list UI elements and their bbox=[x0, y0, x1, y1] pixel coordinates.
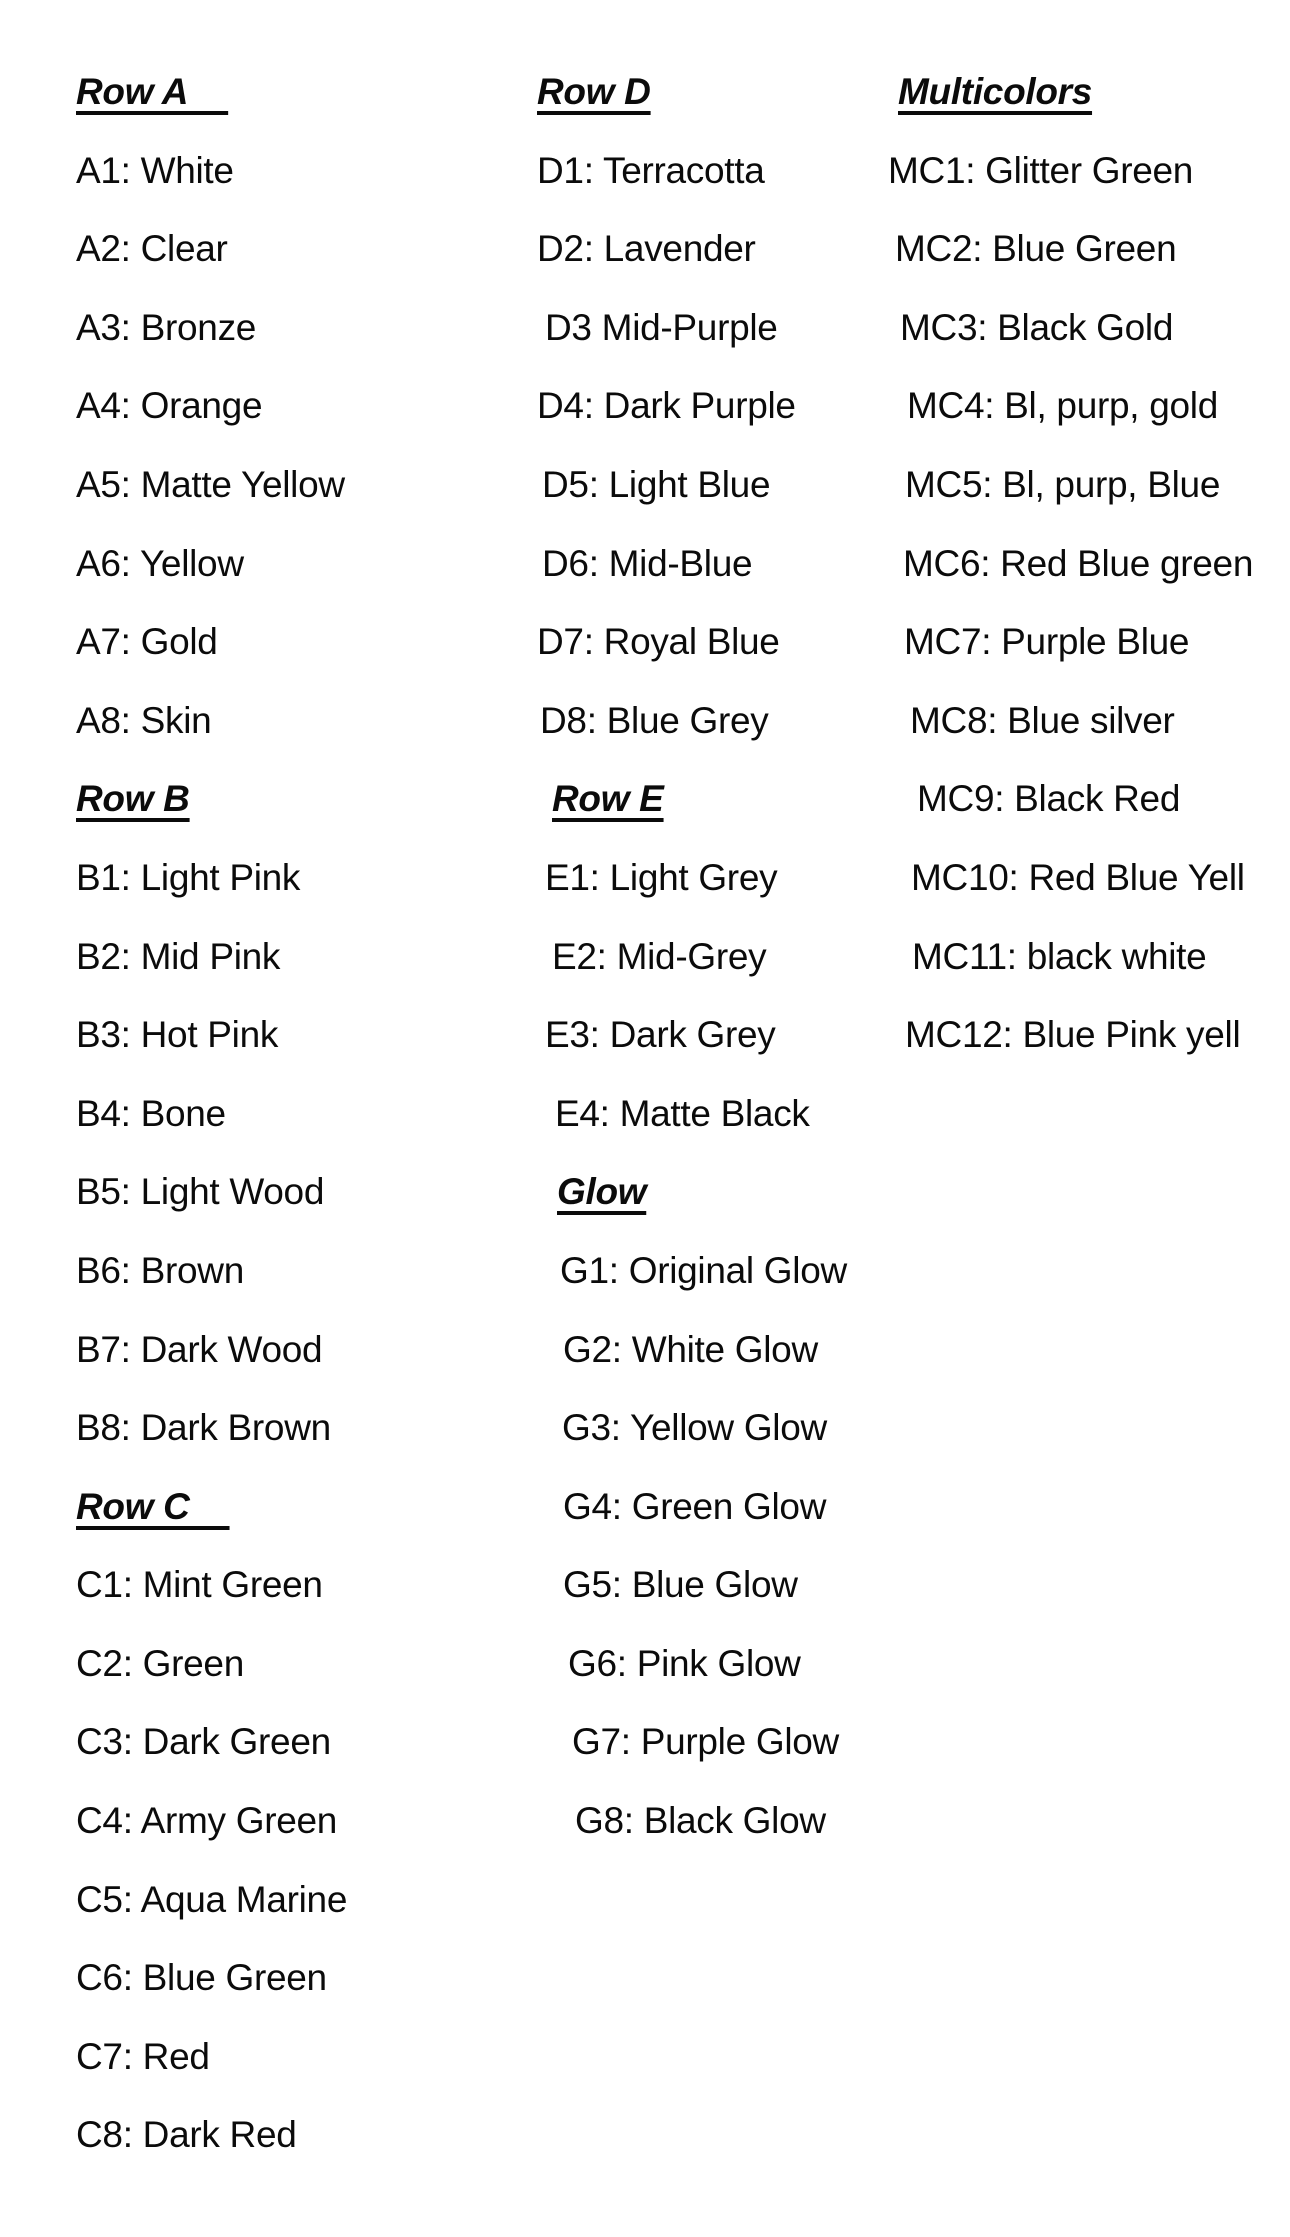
list-item: B5: Light Wood bbox=[76, 1171, 325, 1213]
section-header bbox=[76, 777, 347, 856]
list-item: C8: Dark Red bbox=[76, 2114, 297, 2156]
list-item: B1: Light Pink bbox=[76, 856, 301, 898]
list-item: A7: Gold bbox=[76, 621, 218, 663]
list-item: G6: Pink Glow bbox=[568, 1642, 801, 1684]
list-item: G7: Purple Glow bbox=[572, 1721, 839, 1763]
section-header-text: Row B bbox=[76, 778, 190, 820]
list-item: MC2: Blue Green bbox=[895, 228, 1177, 270]
list-item: D8: Blue Grey bbox=[540, 699, 769, 741]
list-item: A6: Yellow bbox=[76, 542, 244, 584]
list-item: MC3: Black Gold bbox=[900, 306, 1174, 348]
list-item: B2: Mid Pink bbox=[76, 935, 281, 977]
list-item: MC12: Blue Pink yell bbox=[905, 1014, 1241, 1056]
list-item: C5: Aqua Marine bbox=[76, 1878, 348, 1920]
section-header-text: Glow bbox=[557, 1171, 647, 1213]
list-item: B4: Bone bbox=[76, 1092, 226, 1134]
section-header-text: Row D bbox=[537, 71, 651, 112]
list-item: D1: Terracotta bbox=[537, 149, 765, 191]
section-header bbox=[537, 70, 847, 149]
list-item: MC10: Red Blue Yell bbox=[911, 856, 1245, 898]
list-item: MC8: Blue silver bbox=[910, 699, 1175, 741]
list-item: C7: Red bbox=[76, 2035, 210, 2077]
list-item: D3 Mid-Purple bbox=[545, 306, 778, 348]
list-item: A1: White bbox=[76, 149, 234, 191]
section-header bbox=[888, 70, 1253, 149]
list-item: MC1: Glitter Green bbox=[888, 149, 1194, 191]
list-item: A3: Bronze bbox=[76, 306, 257, 348]
document-column bbox=[537, 70, 847, 1878]
list-item: A4: Orange bbox=[76, 385, 263, 427]
section-header-text: Row A bbox=[76, 71, 229, 112]
list-item: G8: Black Glow bbox=[575, 1800, 826, 1842]
list-item: G4: Green Glow bbox=[563, 1485, 827, 1527]
list-item: G1: Original Glow bbox=[560, 1249, 847, 1291]
list-item: A8: Skin bbox=[76, 699, 212, 741]
list-item: C2: Green bbox=[76, 1642, 244, 1684]
list-item: E1: Light Grey bbox=[545, 856, 778, 898]
list-item: B7: Dark Wood bbox=[76, 1328, 323, 1370]
section-header bbox=[76, 1485, 347, 1564]
list-item: MC4: Bl, purp, gold bbox=[907, 385, 1219, 427]
list-item: MC9: Black Red bbox=[917, 778, 1181, 820]
list-item: C3: Dark Green bbox=[76, 1721, 331, 1763]
list-item: C6: Blue Green bbox=[76, 1957, 327, 1999]
list-item: B8: Dark Brown bbox=[76, 1407, 331, 1449]
list-item: C4: Army Green bbox=[76, 1800, 338, 1842]
section-header-text: Multicolors bbox=[898, 71, 1093, 112]
list-item: A2: Clear bbox=[76, 228, 228, 270]
section-header-text: Row C bbox=[76, 1485, 230, 1527]
list-item: D7: Royal Blue bbox=[537, 621, 780, 663]
list-item: G3: Yellow Glow bbox=[562, 1407, 827, 1449]
list-item: MC11: black white bbox=[912, 935, 1207, 977]
list-item: MC5: Bl, purp, Blue bbox=[905, 463, 1221, 505]
document-column bbox=[76, 70, 347, 2192]
list-item: E3: Dark Grey bbox=[545, 1014, 776, 1056]
list-item: MC7: Purple Blue bbox=[904, 621, 1190, 663]
list-item: C1: Mint Green bbox=[76, 1564, 323, 1606]
list-item: D6: Mid-Blue bbox=[542, 542, 753, 584]
list-item: D4: Dark Purple bbox=[537, 385, 796, 427]
list-item: G2: White Glow bbox=[563, 1328, 818, 1370]
list-item: G5: Blue Glow bbox=[563, 1564, 798, 1606]
list-item: B3: Hot Pink bbox=[76, 1014, 279, 1056]
list-item: B6: Brown bbox=[76, 1249, 244, 1291]
list-item: MC6: Red Blue green bbox=[903, 542, 1254, 584]
section-header bbox=[537, 1170, 847, 1249]
list-item: A5: Matte Yellow bbox=[76, 463, 345, 505]
section-header bbox=[537, 777, 847, 856]
list-item: E4: Matte Black bbox=[555, 1092, 810, 1134]
list-item: E2: Mid-Grey bbox=[552, 935, 767, 977]
document-column bbox=[888, 70, 1253, 1092]
section-header-text: Row E bbox=[552, 778, 664, 820]
list-item: D2: Lavender bbox=[537, 228, 756, 270]
section-header bbox=[76, 70, 347, 149]
list-item: D5: Light Blue bbox=[542, 463, 771, 505]
